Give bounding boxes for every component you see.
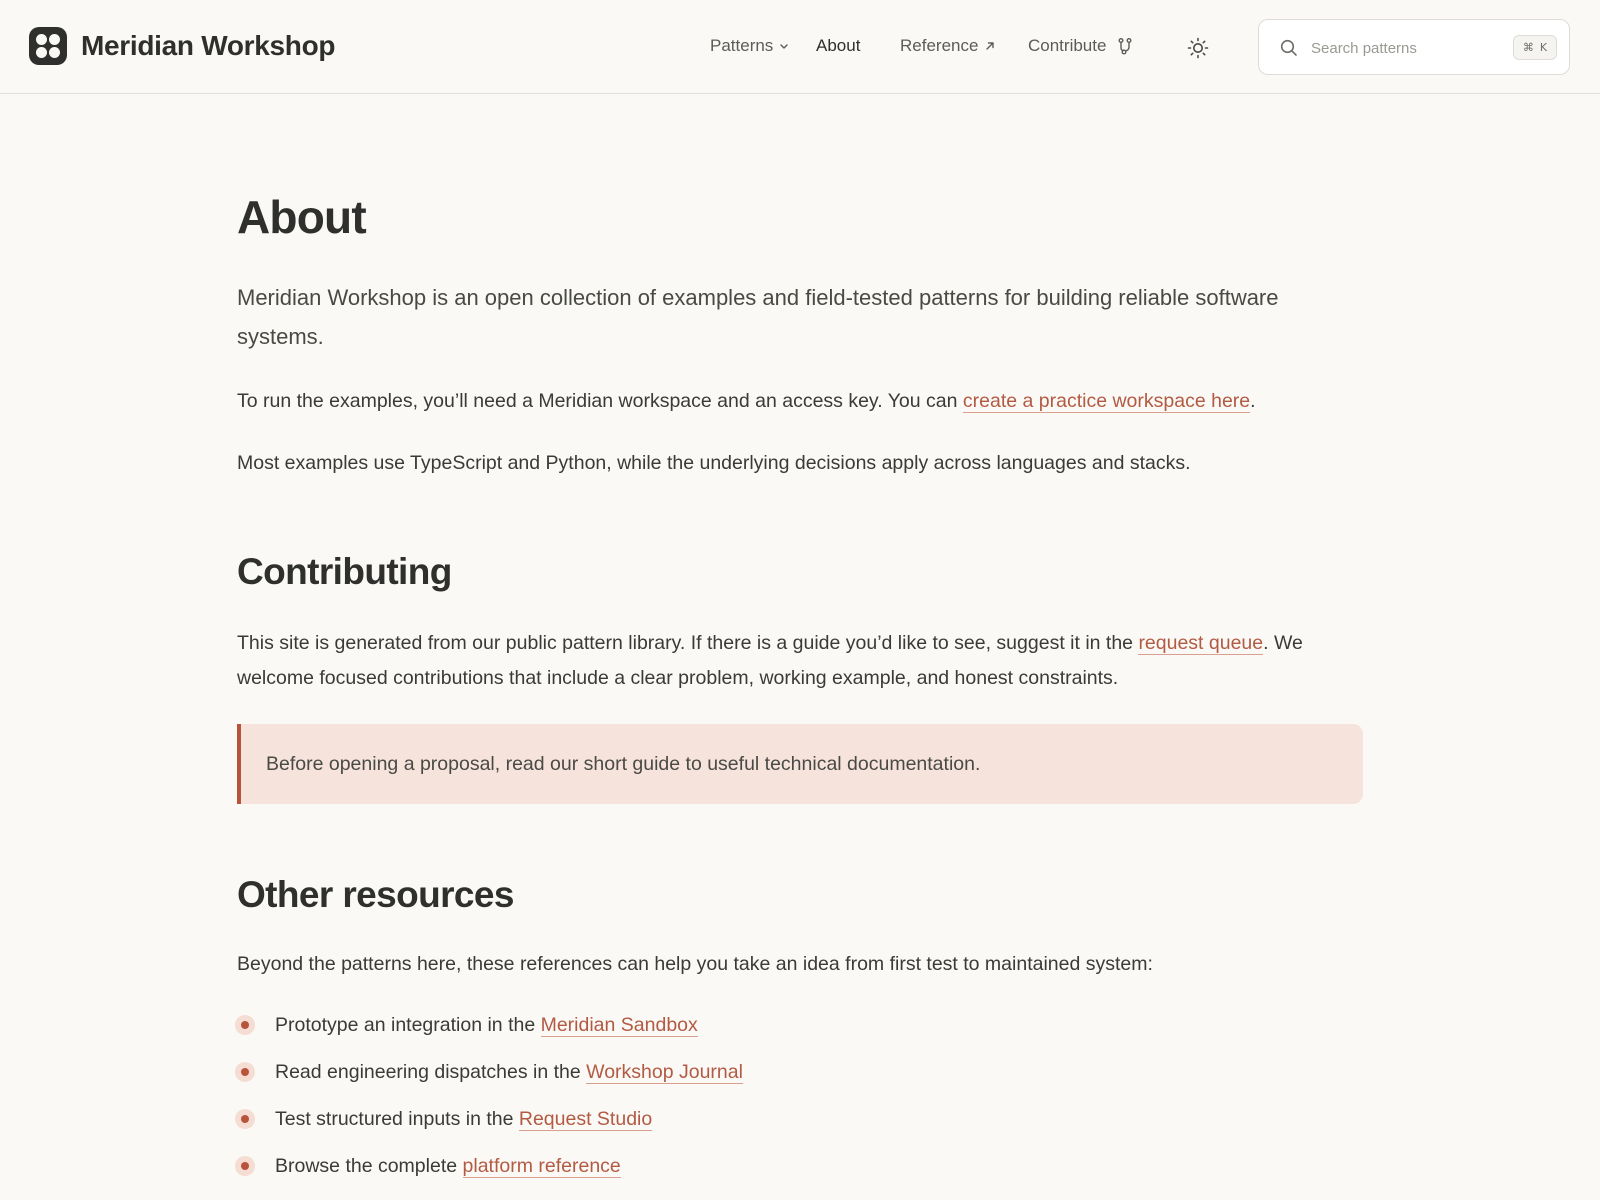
resources-intro: Beyond the patterns here, these references can help you take an idea from first test to maintained system: xyxy=(237,953,1153,975)
callout-text: Before opening a proposal, read our short guide to useful technical documentation. xyxy=(266,752,981,775)
list-item xyxy=(237,1149,1137,1196)
nav-item-contribute[interactable] xyxy=(1028,36,1134,56)
paragraph-text: This site is generated from our public pattern library. If there is a guide you’d like to see, suggest it in the xyxy=(237,632,1139,654)
search-input[interactable] xyxy=(1311,34,1501,62)
list-item-text: Browse the complete xyxy=(275,1155,463,1177)
list-item-text: Read engineering dispatches in the xyxy=(275,1061,587,1083)
shortcut-key: K xyxy=(1539,41,1548,54)
meridian-sandbox-link[interactable]: Meridian Sandbox xyxy=(540,1014,698,1036)
search-box[interactable] xyxy=(1258,19,1570,75)
resources-list xyxy=(237,1008,1137,1196)
other-resources-heading: Other resources xyxy=(237,874,514,915)
theme-toggle-button[interactable] xyxy=(1186,36,1210,60)
platform-reference-link[interactable]: platform reference xyxy=(462,1155,621,1177)
nav-item-label: About xyxy=(816,36,861,55)
nav-item-label: Contribute xyxy=(1028,36,1107,55)
run-examples-paragraph xyxy=(237,384,1367,419)
workshop-journal-link[interactable]: Workshop Journal xyxy=(586,1061,743,1083)
bullet-dot-icon xyxy=(235,1156,255,1176)
paragraph-text: . We welcome focused contributions that include a clear problem, working example, and honest constraints. xyxy=(237,632,1303,689)
page-title: About xyxy=(237,191,366,243)
external-arrow-icon xyxy=(984,40,996,52)
paragraph-text: To run the examples, you’ll need a Meridian workspace and an access key. You can xyxy=(237,390,963,412)
nav-item-reference[interactable] xyxy=(900,36,996,56)
git-branch-icon xyxy=(1116,37,1134,55)
nav-item-about[interactable] xyxy=(816,36,860,56)
list-item xyxy=(237,1055,1137,1102)
list-item-text: Prototype an integration in the xyxy=(275,1014,541,1036)
search-shortcut-hint xyxy=(1513,35,1557,60)
sun-icon xyxy=(1186,36,1210,60)
list-item-text: Test structured inputs in the xyxy=(275,1108,519,1130)
request-studio-link[interactable]: Request Studio xyxy=(518,1108,653,1130)
search-icon xyxy=(1279,38,1299,58)
bullet-dot-icon xyxy=(235,1109,255,1129)
four-dots-logo-icon xyxy=(29,27,67,65)
chevron-down-icon xyxy=(779,41,789,51)
nav-item-label: Reference xyxy=(900,36,979,55)
contributing-heading: Contributing xyxy=(237,551,452,592)
nav-item-label: Patterns xyxy=(710,36,774,55)
list-item xyxy=(237,1102,1137,1149)
practice-workspace-link[interactable]: create a practice workspace here xyxy=(962,390,1251,412)
bullet-dot-icon xyxy=(235,1015,255,1035)
top-header xyxy=(0,0,1600,94)
documentation-callout xyxy=(237,724,1363,804)
bullet-dot-icon xyxy=(235,1062,255,1082)
languages-paragraph: Most examples use TypeScript and Python, while the underlying decisions apply across languages and stacks. xyxy=(237,452,1191,474)
contributing-paragraph xyxy=(237,626,1367,696)
command-key-icon: ⌘ xyxy=(1522,41,1534,54)
brand-home-link[interactable] xyxy=(29,27,335,65)
request-queue-link[interactable]: request queue xyxy=(1138,632,1264,654)
brand-name: Meridian Workshop xyxy=(81,30,336,61)
list-item xyxy=(237,1008,1137,1055)
paragraph-text: . xyxy=(1250,390,1256,412)
intro-lead: Meridian Workshop is an open collection of examples and field-tested patterns for building reliable software systems. xyxy=(237,285,1279,349)
nav-item-patterns[interactable] xyxy=(710,36,789,56)
